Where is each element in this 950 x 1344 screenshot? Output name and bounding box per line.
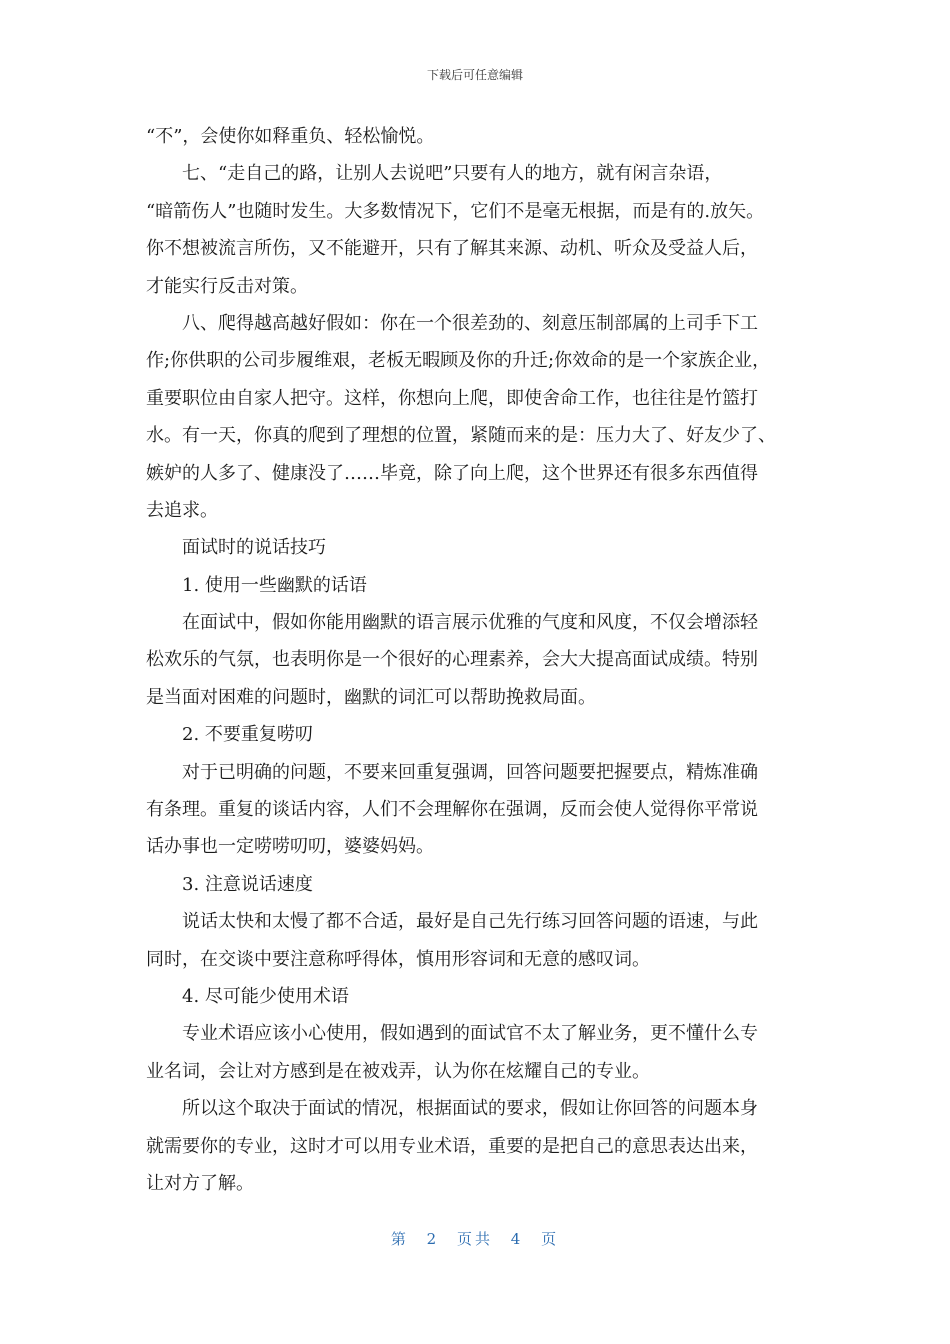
text-line: “不”，会使你如释重负、轻松愉悦。 [146, 126, 435, 147]
text-line: 所以这个取决于面试的情况，根据面试的要求，假如让你回答的问题本身 [182, 1098, 758, 1120]
text-line: 八、爬得越高越好假如：你在一个很差劲的、刻意压制部属的上司手下工 [182, 312, 758, 334]
text-line: 嫉妒的人多了、健康没了……毕竟，除了向上爬，这个世界还有很多东西值得 [146, 462, 758, 484]
text-line: 水。有一天，你真的爬到了理想的位置，紧随而来的是：压力大了、好友少了、 [146, 425, 776, 447]
page-header: 下载后可任意编辑 [426, 68, 523, 82]
text-line: 说话太快和太慢了都不合适，最好是自己先行练习回答问题的语速，与此 [182, 911, 758, 933]
text-line: 松欢乐的气氛，也表明你是一个很好的心理素养，会大大提高面试成绩。特别 [146, 649, 758, 671]
text-line: 在面试中，假如你能用幽默的语言展示优雅的气度和风度，不仅会增添轻 [182, 612, 758, 634]
text-line: 你不想被流言所伤，又不能避开，只有了解其来源、动机、听众及受益人后， [146, 238, 758, 260]
text-line: 同时，在交谈中要注意称呼得体，慎用形容词和无意的感叹词。 [146, 948, 650, 970]
text-line: “暗箭伤人”也随时发生。大多数情况下，它们不是毫无根据，而是有的.放矢。 [146, 200, 765, 222]
text-line: 话办事也一定唠唠叨叨，婆婆妈妈。 [146, 836, 434, 858]
text-line: 2. 不要重复唠叨 [182, 724, 313, 746]
text-line: 是当面对困难的问题时，幽默的词汇可以帮助挽救局面。 [146, 686, 596, 708]
text-line: 对于已明确的问题，不要来回重复强调，回答问题要把握要点，精炼准确 [182, 761, 758, 783]
text-line: 3. 注意说话速度 [182, 873, 313, 895]
text-line: 七、“走自己的路，让别人去说吧”只要有人的地方，就有闲言杂语， [182, 163, 723, 185]
text-line: 业名词，会让对方感到是在被戏弄，认为你在炫耀自己的专业。 [146, 1060, 650, 1082]
text-line: 专业术语应该小心使用，假如遇到的面试官不太了解业务，更不懂什么专 [182, 1023, 758, 1045]
text-line: 重要职位由自家人把守。这样，你想向上爬，即使舍命工作，也往往是竹篮打 [146, 387, 758, 409]
text-line: 去追求。 [146, 499, 218, 521]
text-line: 作;你供职的公司步履维艰，老板无暇顾及你的升迁;你效命的是一个家族企业， [146, 350, 771, 372]
text-line: 1. 使用一些幽默的话语 [182, 574, 367, 596]
text-line: 才能实行反击对策。 [146, 275, 308, 297]
document-body [146, 118, 814, 1202]
text-line: 4. 尽可能少使用术语 [182, 985, 349, 1007]
text-line: 有条理。重复的谈话内容，人们不会理解你在强调，反而会使人觉得你平常说 [146, 799, 758, 821]
text-line: 就需要你的专业，这时才可以用专业术语，重要的是把自己的意思表达出来， [146, 1135, 758, 1157]
text-line: 让对方了解。 [146, 1172, 254, 1194]
page-footer: 第 2 页共 4 页 [390, 1230, 560, 1248]
text-line: 面试时的说话技巧 [182, 537, 326, 559]
